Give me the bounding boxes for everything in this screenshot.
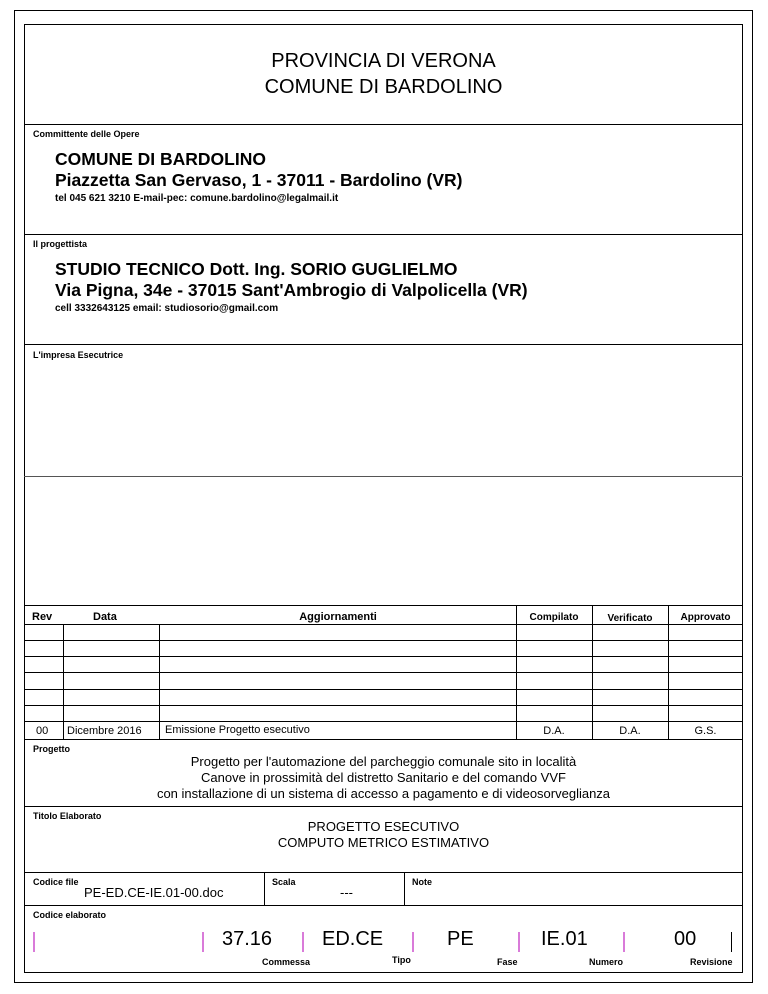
code-separator xyxy=(518,932,520,952)
table-row-line xyxy=(24,672,743,673)
compilato-header: Compilato xyxy=(529,612,579,623)
fase-value: PE xyxy=(447,928,474,950)
fase-label: Fase xyxy=(497,957,518,967)
aggiornamenti-header: Aggiornamenti xyxy=(299,611,377,623)
scala-value: --- xyxy=(340,885,353,900)
progettista-address: Via Pigna, 34e - 37015 Sant'Ambrogio di Valpolicella (VR) xyxy=(55,280,528,300)
codice-file-value: PE-ED.CE-IE.01-00.doc xyxy=(84,885,224,900)
code-end-line xyxy=(731,932,732,952)
divider xyxy=(404,872,405,905)
table-row-line xyxy=(24,640,743,641)
note-label: Note xyxy=(412,877,432,887)
numero-label: Numero xyxy=(589,957,624,967)
titolo-line-2: COMPUTO METRICO ESTIMATIVO xyxy=(277,835,490,850)
committente-label: Committente delle Opere xyxy=(33,129,140,139)
progettista-contact: cell 3332643125 email: studiosorio@gmail.com xyxy=(55,303,279,314)
rev-header: Rev xyxy=(32,611,53,623)
table-col-line xyxy=(516,605,517,739)
impresa-label: L'impresa Esecutrice xyxy=(33,350,124,360)
table-row-line xyxy=(24,721,743,722)
progetto-line-2: Canove in prossimità del distretto Sanitario e del comando VVF xyxy=(201,770,566,785)
row-approvato: G.S. xyxy=(694,725,717,737)
table-row-line xyxy=(24,739,743,740)
table-row-line xyxy=(24,656,743,657)
code-separator xyxy=(623,932,625,952)
table-col-line xyxy=(159,624,160,739)
progetto-label: Progetto xyxy=(33,744,70,754)
row-rev: 00 xyxy=(36,725,49,737)
revisione-value: 00 xyxy=(674,928,697,950)
data-header: Data xyxy=(93,611,117,623)
table-row-line xyxy=(24,705,743,706)
divider xyxy=(264,872,265,905)
committente-address: Piazzetta San Gervaso, 1 - 37011 - Bardolino (VR) xyxy=(55,170,463,190)
divider xyxy=(24,605,743,606)
row-verificato: D.A. xyxy=(619,725,641,737)
row-aggiornamenti: Emissione Progetto esecutivo xyxy=(165,724,310,736)
progettista-label: Il progettista xyxy=(33,239,88,249)
code-separator xyxy=(33,932,35,952)
titolo-line-1: PROGETTO ESECUTIVO xyxy=(307,819,460,834)
titolo-label: Titolo Elaborato xyxy=(33,811,102,821)
verificato-header: Verificato xyxy=(607,613,653,624)
committente-name: COMUNE DI BARDOLINO xyxy=(55,149,266,169)
progettista-name: STUDIO TECNICO Dott. Ing. SORIO GUGLIELMO xyxy=(55,259,458,279)
table-col-line xyxy=(592,605,593,739)
divider xyxy=(24,476,743,477)
commessa-label: Commessa xyxy=(262,957,311,967)
table-row-line xyxy=(24,689,743,690)
table-col-line xyxy=(668,605,669,739)
divider xyxy=(24,905,743,906)
approvato-header: Approvato xyxy=(680,612,731,623)
numero-value: IE.01 xyxy=(541,928,588,950)
progetto-line-3: con installazione di un sistema di accesso a pagamento e di videosorveglianza xyxy=(156,786,611,801)
codice-file-label: Codice file xyxy=(33,877,79,887)
divider xyxy=(24,806,743,807)
row-data: Dicembre 2016 xyxy=(67,725,142,737)
revisione-label: Revisione xyxy=(690,957,733,967)
table-row-line xyxy=(24,624,743,625)
divider xyxy=(24,872,743,873)
code-separator xyxy=(412,932,414,952)
table-col-line xyxy=(63,624,64,739)
scala-label: Scala xyxy=(272,877,296,887)
divider xyxy=(24,344,743,345)
tipo-value: ED.CE xyxy=(322,928,384,950)
row-compilato: D.A. xyxy=(543,725,565,737)
commessa-value: 37.16 xyxy=(222,928,273,950)
progetto-line-1: Progetto per l'automazione del parcheggio comunale sito in località xyxy=(190,754,577,769)
tipo-label: Tipo xyxy=(392,955,411,965)
codice-elaborato-label: Codice elaborato xyxy=(33,910,107,920)
committente-contact: tel 045 621 3210 E-mail-pec: comune.bardolino@legalmail.it xyxy=(55,193,339,204)
province-title: PROVINCIA DI VERONA xyxy=(271,50,496,72)
comune-title: COMUNE DI BARDOLINO xyxy=(264,76,503,98)
code-separator xyxy=(302,932,304,952)
divider xyxy=(24,234,743,235)
divider xyxy=(24,124,743,125)
code-separator xyxy=(202,932,204,952)
